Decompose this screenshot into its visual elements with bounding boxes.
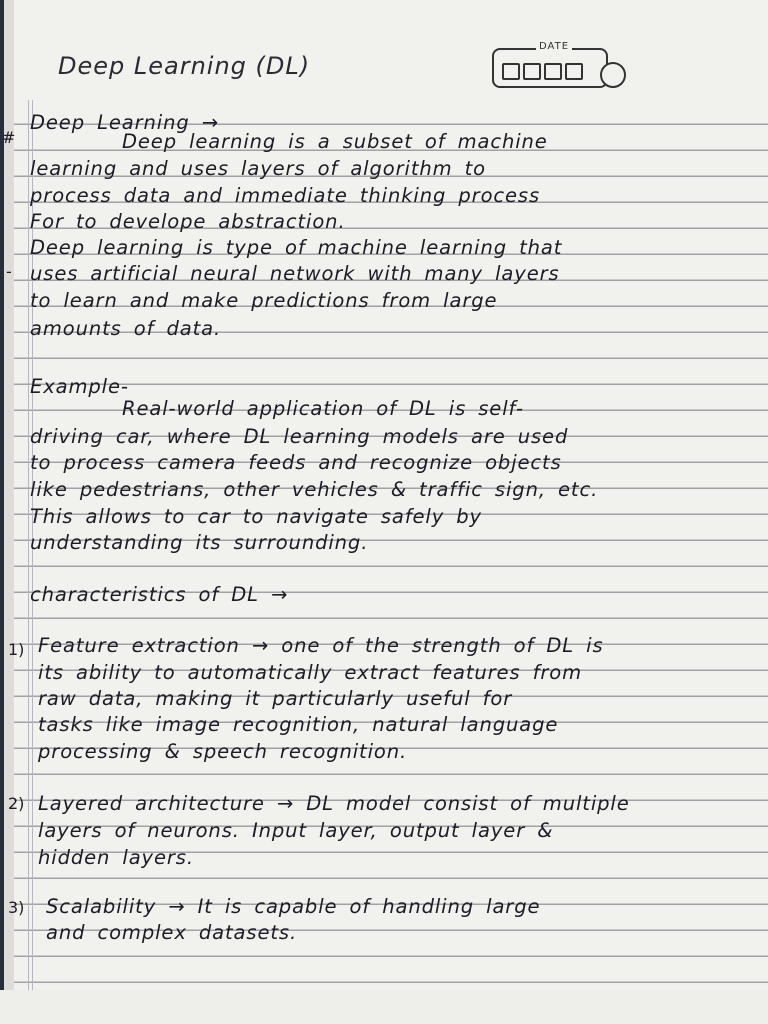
date-label: DATE (536, 41, 572, 52)
text-line: Deep learning is type of machine learning that (30, 236, 563, 259)
item-number-2: 2) (8, 794, 25, 813)
text-line: amounts of data. (30, 317, 222, 340)
item-number-3: 3) (8, 898, 25, 917)
text-line: Deep learning is a subset of machine (122, 130, 548, 153)
text-line: process data and immediate thinking process (30, 184, 541, 207)
date-circle-icon (600, 62, 626, 88)
margin-line-left (28, 100, 29, 1000)
text-line: driving car, where DL learning models are used (30, 425, 569, 448)
page-title: Deep Learning (DL) (58, 52, 311, 80)
page-top-area (0, 0, 768, 100)
text-line: This allows to car to navigate safely by (30, 505, 482, 528)
item-3-title-line: Scalability → It is capable of handling large (46, 895, 541, 918)
section-heading-example: Example- (30, 375, 129, 398)
text-line: hidden layers. (38, 846, 194, 869)
text-line: layers of neurons. Input layer, output layer & (38, 819, 554, 842)
text-line: and complex datasets. (46, 921, 298, 944)
section-heading-characteristics: characteristics of DL → (30, 583, 289, 606)
text-line: to process camera feeds and recognize objects (30, 451, 562, 474)
text-line: understanding its surrounding. (30, 531, 369, 554)
dash-marker: - (6, 262, 12, 281)
date-cells (502, 63, 583, 80)
item-2-title-line: Layered architecture → DL model consist of multiple (38, 792, 630, 815)
text-line: uses artificial neural network with many layers (30, 262, 560, 285)
hash-marker: # (2, 128, 16, 147)
page-binding-shadow (0, 0, 4, 1024)
item-1-title-line: Feature extraction → one of the strength of DL is (38, 634, 604, 657)
item-number-1: 1) (8, 640, 25, 659)
text-line: to learn and make predictions from large (30, 289, 498, 312)
text-line: raw data, making it particularly useful for (38, 687, 513, 710)
text-line: its ability to automatically extract features from (38, 661, 583, 684)
page-bottom-area (0, 990, 768, 1024)
date-box (492, 41, 608, 88)
date-cell (544, 63, 562, 80)
text-line: Real-world application of DL is self- (122, 397, 524, 420)
text-line: like pedestrians, other vehicles & traffic sign, etc. (30, 478, 599, 501)
date-cell (565, 63, 583, 80)
date-cell (523, 63, 541, 80)
text-line: processing & speech recognition. (38, 740, 408, 763)
text-line: learning and uses layers of algorithm to (30, 157, 487, 180)
text-line: tasks like image recognition, natural language (38, 713, 559, 736)
text-line: For to develope abstraction. (30, 210, 346, 233)
date-cell (502, 63, 520, 80)
section-heading-deep-learning: Deep Learning → (30, 111, 219, 134)
